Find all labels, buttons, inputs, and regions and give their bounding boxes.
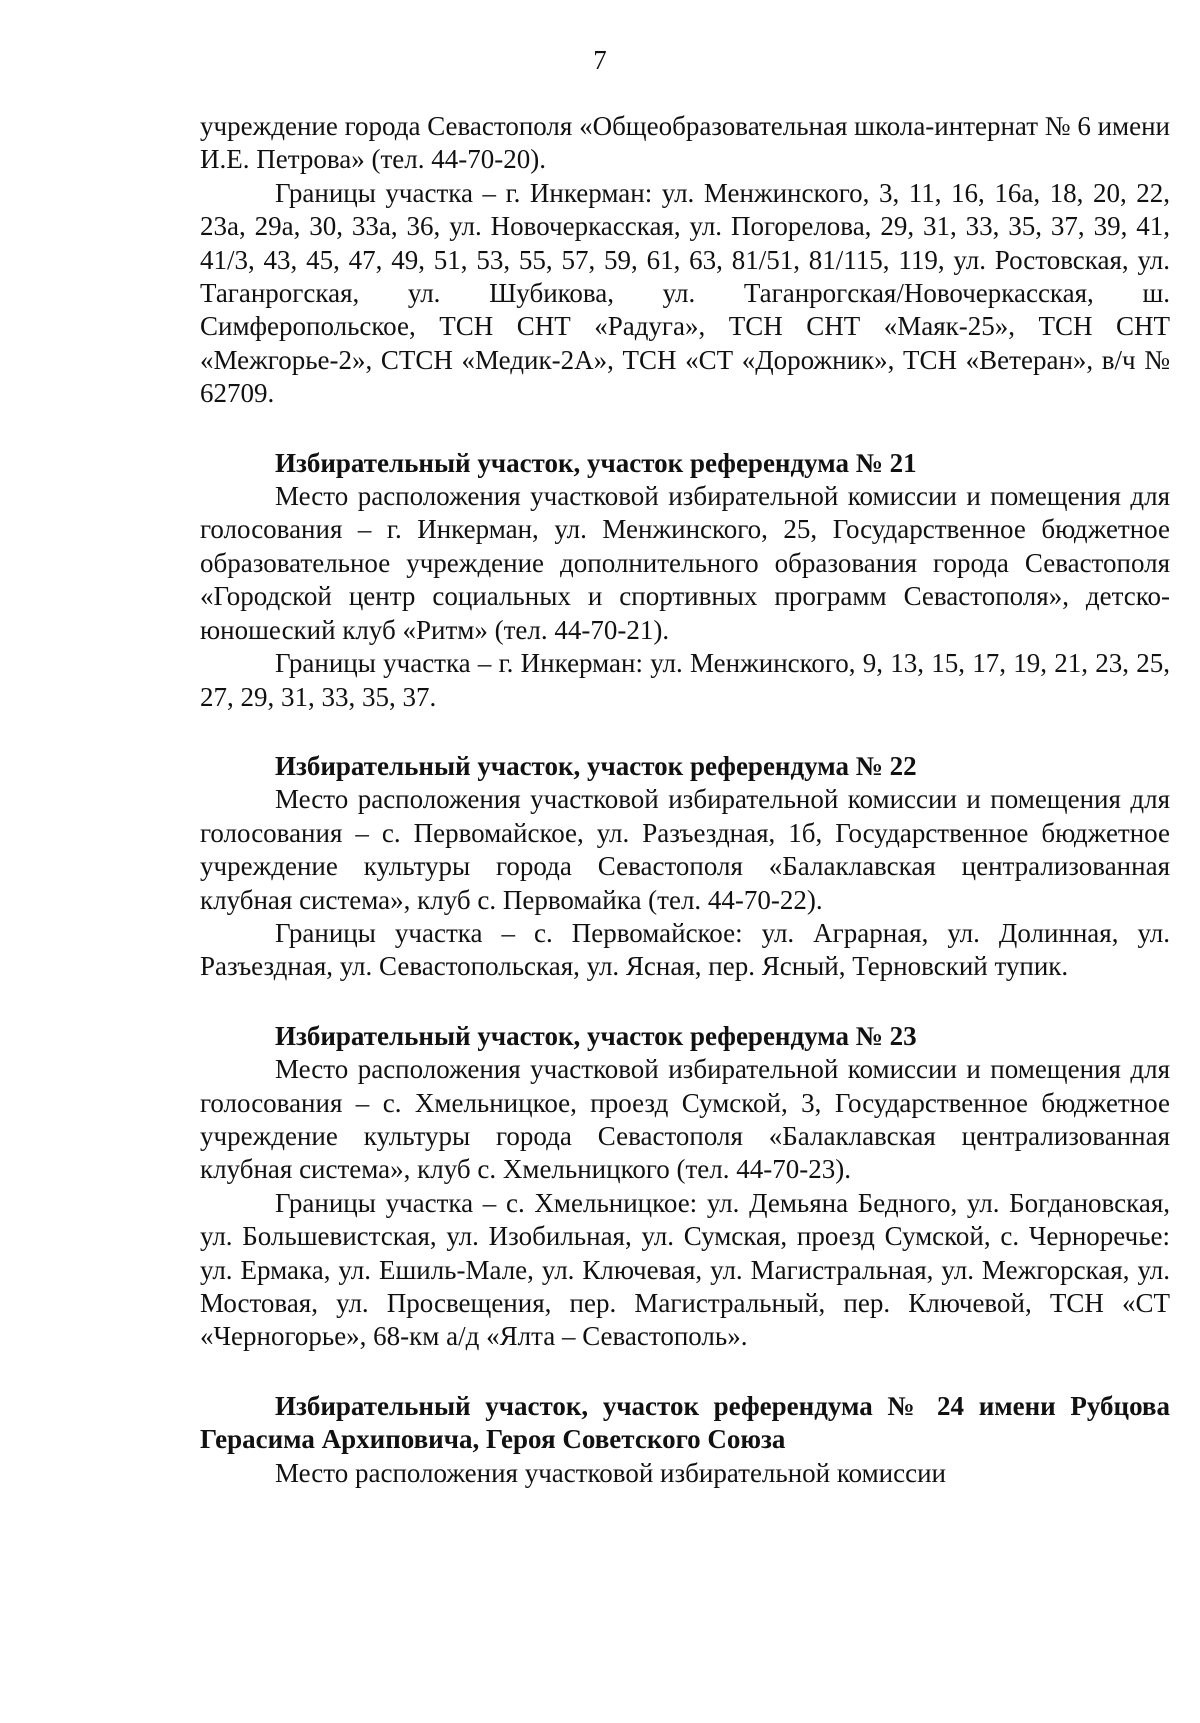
- institution-continuation: учреждение города Севастополя «Общеобразовательная школа-интернат № 6 имени И.Е. Петрова» (тел. 44-70-20).: [200, 111, 1170, 175]
- page-number: 7: [593, 45, 607, 75]
- section-heading: Избирательный участок, участок референдума № 24 имени Рубцова Герасима Архиповича, Героя Советского Союза: [200, 1390, 1170, 1455]
- section-location: Место расположения участковой избирательной комиссии и помещения для голосования – с. Хмельницкое, проезд Сумской, 3, Государственное бюджетное учреждение культуры города Севастополя «Балаклавская централизованная клубная система», клуб с. Хмельницкого (тел. 44-70-23).: [200, 1054, 1170, 1185]
- section-borders: Границы участка – с. Хмельницкое: ул. Демьяна Бедного, ул. Богдановская, ул. Большевистская, ул. Изобильная, ул. Сумская, проезд Сумской, с. Черноречье: ул. Ермака, ул. Ешиль-Мале, ул. Ключевая, ул. Магистральная, ул. Межгорская, ул. Мостовая, ул. Просвещения, пер. Магистральный, пер. Ключевой, ТСН «СТ «Черногорье», 68-км а/д «Ялта – Севастополь».: [200, 1187, 1170, 1352]
- document-body: [200, 110, 1170, 1490]
- section-heading: Избирательный участок, участок референдума № 22: [275, 750, 917, 781]
- section-location: Место расположения участковой избирательной комиссии и помещения для голосования – с. Первомайское, ул. Разъездная, 1б, Государственное бюджетное учреждение культуры города Севастополя «Балаклавская централизованная клубная система», клуб с. Первомайка (тел. 44-70-22).: [200, 784, 1170, 915]
- section-borders: Границы участка – с. Первомайское: ул. Аграрная, ул. Долинная, ул. Разъездная, ул. Севастопольская, ул. Ясная, пер. Ясный, Терновский тупик.: [200, 917, 1170, 982]
- district-borders: Границы участка – г. Инкерман: ул. Менжинского, 3, 11, 16, 16а, 18, 20, 22, 23а, 29а, 30, 33а, 36, ул. Новочеркасская, ул. Погорелова, 29, 31, 33, 35, 37, 39, 41, 41/3, 43, 45, 47, 49, 51, 53, 55, 57, 59, 61, 63, 81/51, 81/115, 119, ул. Ростовская, ул. Таганрогская, ул. Шубикова, ул. Таганрогская/Новочеркасская, ш. Симферопольское, ТСН СНТ «Радуга», ТСН СНТ «Маяк-25», ТСН СНТ «Межгорье-2», СТСН «Медик-2А», ТСН «СТ «Дорожник», ТСН «Ветеран», в/ч № 62709.: [200, 177, 1170, 409]
- section-heading: Избирательный участок, участок референдума № 23: [275, 1020, 917, 1051]
- section-location: Место расположения участковой избирательной комиссии и помещения для голосования – г. Инкерман, ул. Менжинского, 25, Государственное бюджетное образовательное учреждение дополнительного образования города Севастополя «Городской центр социальных и спортивных программ Севастополя», детско-юношеский клуб «Ритм» (тел. 44-70-21).: [200, 481, 1170, 645]
- section-borders: Границы участка – г. Инкерман: ул. Менжинского, 9, 13, 15, 17, 19, 21, 23, 25, 27, 29, 31, 33, 35, 37.: [200, 648, 1170, 712]
- section-location: Место расположения участковой избирательной комиссии: [275, 1457, 946, 1488]
- section-heading: Избирательный участок, участок референдума № 21: [275, 447, 917, 478]
